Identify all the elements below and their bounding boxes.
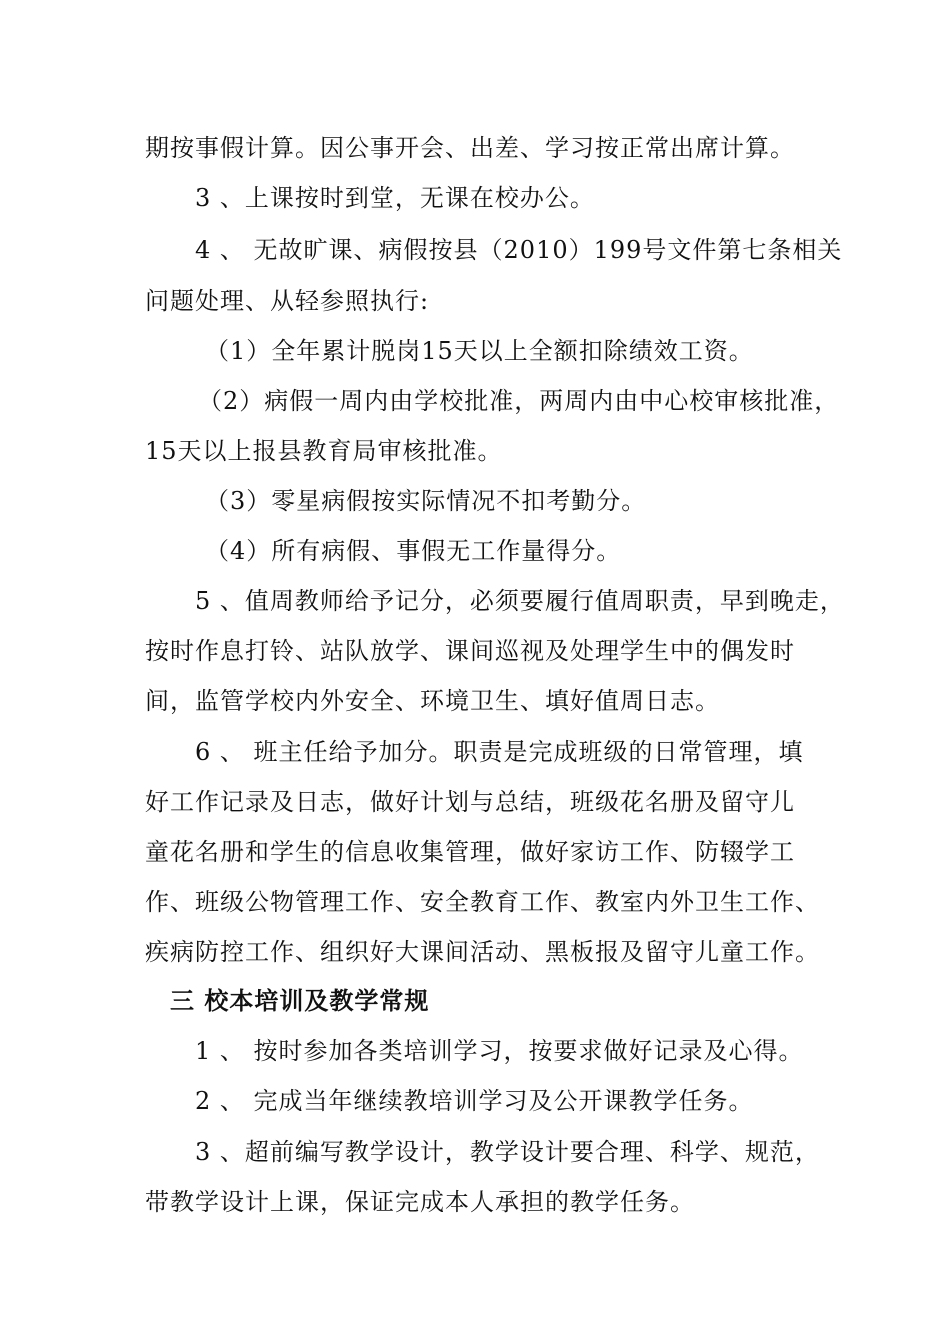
sub-item: （1）全年累计脱岗15天以上全额扣除绩效工资。 bbox=[205, 337, 754, 365]
body-line: 15天以上报县教育局审核批准。 bbox=[145, 437, 503, 465]
body-line: 带教学设计上课，保证完成本人承担的教学任务。 bbox=[145, 1188, 695, 1216]
list-item: 5 、值周教师给予记分，必须要履行值周职责，早到晚走， bbox=[195, 587, 845, 615]
body-line: 按时作息打铃、站队放学、课间巡视及处理学生中的偶发时 bbox=[145, 637, 795, 665]
sub-item: （2）病假一周内由学校批准，两周内由中心校审核批准， bbox=[198, 387, 840, 415]
body-line: 期按事假计算。因公事开会、出差、学习按正常出席计算。 bbox=[145, 134, 795, 162]
list-item: 1 、 按时参加各类培训学习，按要求做好记录及心得。 bbox=[195, 1037, 804, 1065]
body-line: 好工作记录及日志，做好计划与总结，班级花名册及留守儿 bbox=[145, 788, 795, 816]
list-item: 3 、超前编写教学设计，教学设计要合理、科学、规范， bbox=[195, 1138, 820, 1166]
body-line: 问题处理、从轻参照执行: bbox=[145, 287, 430, 315]
sub-item: （4）所有病假、事假无工作量得分。 bbox=[205, 537, 622, 565]
body-line: 作、班级公物管理工作、安全教育工作、教室内外卫生工作、 bbox=[145, 888, 820, 916]
sub-item: （3）零星病假按实际情况不扣考勤分。 bbox=[205, 487, 647, 515]
section-heading: 三 校本培训及教学常规 bbox=[170, 987, 430, 1015]
list-item: 6 、 班主任给予加分。职责是完成班级的日常管理，填 bbox=[195, 738, 804, 766]
list-item: 4 、 无故旷课、病假按县（2010）199号文件第七条相关 bbox=[195, 236, 843, 264]
body-line: 间，监管学校内外安全、环境卫生、填好值周日志。 bbox=[145, 687, 720, 715]
body-line: 疾病防控工作、组织好大课间活动、黑板报及留守儿童工作。 bbox=[145, 938, 820, 966]
body-line: 童花名册和学生的信息收集管理，做好家访工作、防辍学工 bbox=[145, 838, 795, 866]
list-item: 3 、上课按时到堂，无课在校办公。 bbox=[195, 184, 595, 212]
list-item: 2 、 完成当年继续教培训学习及公开课教学任务。 bbox=[195, 1087, 754, 1115]
